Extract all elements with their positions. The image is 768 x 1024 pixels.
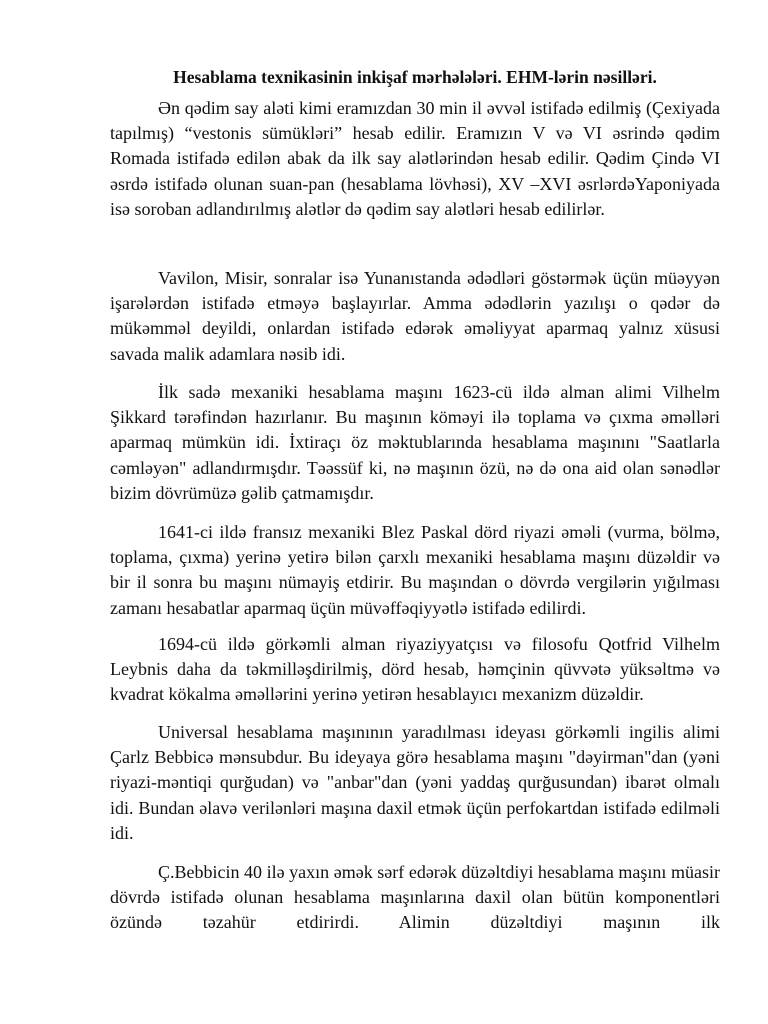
paragraph-numeral-signs: Vavilon, Misir, sonralar isə Yunanıstanda ədədləri göstərmək üçün müəyyən işarələrdən istifadə etməyə başlayırlar. Amma ədədlərin yazılışı o qədər də mükəmməl deyildi, onlardan istifadə edərək əməliyyat aparmaq yalnız xüsusi savada malik adamlara nəsib idi. <box>110 268 720 364</box>
paragraph-babbage-machine: Ç.Bebbicin 40 ilə yaxın əmək sərf edərək düzəltdiyi hesablama maşını müasir dövrdə istifadə olunan hesablama maşınlarına daxil olan bütün komponentləri özündə təzahür etdirirdi. Alimin düzəltdiyi maşının ilk <box>110 862 720 933</box>
paragraph-babbage-idea: Universal hesablama maşınının yaradılması ideyası görkəmli ingilis alimi Çarlz Bebbicə mənsubdur. Bu ideyaya görə hesablama maşını "dəyirman"dan (yəni riyazi-məntiqi qurğudan) və "anbar"dan (yəni yaddaş qurğusundan) ibarət olmalı idi. Bundan əlavə verilənləri maşına daxil etmək üçün perfokartdan istifadə edilməli idi. <box>110 722 720 843</box>
document-title: Hesablama texnikasinin inkişaf mərhələləri. EHM-lərin nəsilləri. <box>173 67 657 87</box>
paragraph-schickard: İlk sadə mexaniki hesablama maşını 1623-cü ildə alman alimi Vilhelm Şikkard tərəfindən hazırlanır. Bu maşının köməyi ilə toplama və çıxma əməlləri aparmaq mümkün idi. İxtiraçı öz məktublarında hesablama maşınını "Saatlarla cəmləyən" adlandırmışdır. Təəssüf ki, nə maşının özü, nə də ona aid olan sənədlər bizim dövrümüzə gəlib çatmamışdır. <box>110 382 720 503</box>
paragraph-ancient-tools: Ən qədim say aləti kimi eramızdan 30 min il əvvəl istifadə edilmiş (Çexiyada tapılmış) “vestonis sümükləri” hesab edilir. Eramızın V və VI əsrində qədim Romada istifadə edilən abak da ilk say alətlərindən hesab edilir. Qədim Çində VI əsrdə istifadə olunan suan-pan (hesablama lövhəsi), XV –XVI əsrlərdəYaponiyada isə soroban adlandırılmış alətlər də qədim say alətləri hesab edilirlər. <box>110 98 720 219</box>
paragraph-leibniz: 1694-cü ildə görkəmli alman riyaziyyatçısı və filosofu Qotfrid Vilhelm Leybnis daha da təkmilləşdirilmiş, dörd hesab, həmçinin qüvvətə yüksəltmə və kvadrat kökalma əməllərini yerinə yetirən hesablayıcı mexanizm düzəldir. <box>110 634 720 705</box>
paragraph-pascal: 1641-ci ildə fransız mexaniki Blez Paskal dörd riyazi əməli (vurma, bölmə, toplama, çıxma) yerinə yetirə bilən çarxlı mexaniki hesablama maşını düzəldir və bir il sonra bu maşını nümayiş etdirir. Bu maşından o dövrdə vergilərin yığılması zamanı hesabatlar aparmaq üçün müvəffəqiyyətlə istifadə edilirdi. <box>110 522 720 618</box>
